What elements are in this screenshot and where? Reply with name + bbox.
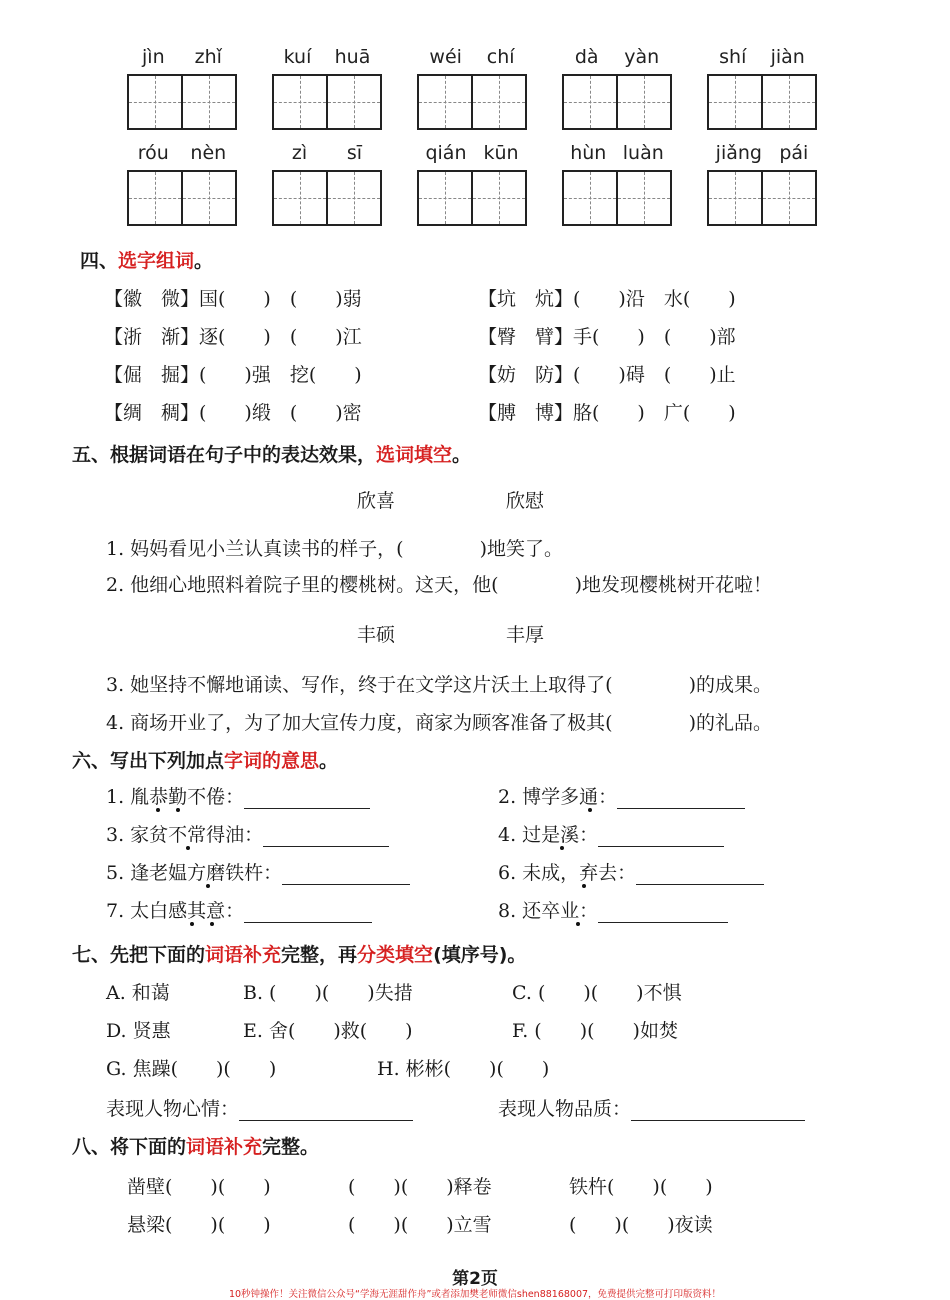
writing-box[interactable] — [272, 74, 382, 130]
word-choice-item[interactable]: 【臀 臂】手( ) ( )部 — [478, 326, 736, 348]
writing-box[interactable] — [707, 74, 817, 130]
pinyin-syllable: hùn — [570, 142, 607, 164]
word-option: 丰硕 — [357, 624, 396, 646]
section-title-highlight: 词语补充 — [205, 944, 282, 966]
section-title-highlight: 字词的意思 — [224, 750, 320, 772]
meaning-prompt: 1. 胤恭勤不倦： — [106, 786, 245, 808]
pinyin-syllable: dà — [574, 46, 599, 68]
idiom-item[interactable]: H. 彬彬( )( ) — [377, 1058, 550, 1080]
word-option: 欣慰 — [506, 490, 545, 512]
emphasis-dot — [176, 808, 180, 812]
idiom-item[interactable]: F. ( )( )如焚 — [512, 1020, 678, 1042]
pinyin-syllable: chí — [486, 46, 515, 68]
section-title-highlight: 分类填空 — [357, 944, 434, 966]
word-choice-item[interactable]: 【绸 稠】( )缎 ( )密 — [104, 402, 362, 424]
answer-line[interactable] — [636, 866, 764, 885]
section-title-highlight: 选字组词 — [118, 250, 195, 272]
writing-box[interactable] — [417, 170, 527, 226]
meaning-item — [106, 820, 389, 847]
pinyin-syllable: kuí — [283, 46, 312, 68]
word-choice-item[interactable]: 【膊 博】胳( ) 广( ) — [478, 402, 736, 424]
word-choice-item[interactable]: 【倔 掘】( )强 挖( ) — [104, 364, 362, 386]
section-6-title — [72, 746, 338, 773]
page-number: 第2页 — [452, 1269, 498, 1289]
pinyin-syllable: nèn — [190, 142, 227, 164]
section-title-end: 。 — [194, 250, 214, 272]
writing-box[interactable] — [707, 170, 817, 226]
meaning-prompt: 4. 过是溪： — [498, 824, 599, 846]
writing-box[interactable] — [127, 74, 237, 130]
section-8-title — [72, 1132, 319, 1159]
meaning-prompt: 7. 太白感其意： — [106, 900, 245, 922]
idiom-item: A. 和蔼 — [106, 982, 170, 1004]
footer-note: 10秒钟操作！关注微信公众号“学海无涯甜作舟”或者添加樊老师微信shen88168007，免费提供完整可打印版资料！ — [228, 1289, 722, 1300]
writing-box[interactable] — [417, 74, 527, 130]
answer-line[interactable] — [263, 828, 389, 847]
answer-line[interactable] — [598, 828, 724, 847]
word-option: 丰厚 — [506, 624, 545, 646]
pinyin-syllable: pái — [779, 142, 809, 164]
pinyin-syllable: zhǐ — [194, 46, 222, 68]
word-choice-item[interactable]: 【浙 渐】逐( ) ( )江 — [104, 326, 362, 348]
section-title-highlight: 选词填空 — [376, 444, 453, 466]
answer-line[interactable] — [239, 1102, 413, 1121]
writing-box[interactable] — [562, 170, 672, 226]
section-7-title — [72, 940, 526, 967]
category-item — [106, 1094, 413, 1121]
section-title-text: 五、根据词语在句子中的表达效果， — [72, 444, 377, 466]
fill-blank-sentence[interactable]: 1. 妈妈看见小兰认真读书的样子，( )地笑了。 — [106, 538, 563, 560]
idiom-item: D. 贤惠 — [106, 1020, 171, 1042]
meaning-item — [106, 896, 372, 923]
pinyin-syllable: sī — [346, 142, 363, 164]
meaning-prompt: 2. 博学多通： — [498, 786, 618, 808]
section-title-text: 七、先把下面的 — [72, 944, 206, 966]
idiom-item[interactable]: 凿壁( )( ) — [127, 1176, 271, 1198]
emphasis-dot — [560, 846, 564, 850]
idiom-item[interactable]: G. 焦躁( )( ) — [106, 1058, 277, 1080]
pinyin-syllable: kūn — [483, 142, 519, 164]
writing-box[interactable] — [562, 74, 672, 130]
idiom-item[interactable]: 悬梁( )( ) — [127, 1214, 271, 1236]
section-title-text: 六、写出下列加点 — [72, 750, 225, 772]
pinyin-syllable: jiǎng — [715, 142, 762, 164]
emphasis-dot — [582, 884, 586, 888]
answer-line[interactable] — [598, 904, 728, 923]
pinyin-syllable: róu — [137, 142, 169, 164]
emphasis-dot — [190, 922, 194, 926]
fill-blank-sentence[interactable]: 3. 她坚持不懈地诵读、写作，终于在文学这片沃土上取得了( )的成果。 — [106, 674, 772, 696]
emphasis-dot — [588, 808, 592, 812]
section-4-title — [80, 246, 213, 273]
idiom-item[interactable]: ( )( )夜读 — [569, 1214, 713, 1236]
pinyin-syllable: huā — [334, 46, 371, 68]
meaning-item — [498, 858, 764, 885]
idiom-item[interactable]: B. ( )( )失措 — [243, 982, 413, 1004]
meaning-item — [498, 782, 745, 809]
answer-line[interactable] — [617, 790, 745, 809]
meaning-prompt: 5. 逢老媪方磨铁杵： — [106, 862, 283, 884]
meaning-prompt: 6. 未成，弃去： — [498, 862, 637, 884]
section-title-end: 。 — [319, 750, 339, 772]
meaning-prompt: 3. 家贫不常得油： — [106, 824, 264, 846]
section-title-text: 完整。 — [262, 1136, 320, 1158]
category-label: 表现人物心情： — [106, 1098, 240, 1120]
section-number: 四、 — [80, 250, 119, 272]
category-item — [498, 1094, 805, 1121]
word-choice-item[interactable]: 【妨 防】( )碍 ( )止 — [478, 364, 736, 386]
idiom-item[interactable]: 铁杵( )( ) — [569, 1176, 713, 1198]
fill-blank-sentence[interactable]: 2. 他细心地照料着院子里的樱桃树。这天，他( )地发现樱桃树开花啦！ — [106, 574, 772, 596]
answer-line[interactable] — [282, 866, 410, 885]
meaning-prompt: 8. 还卒业： — [498, 900, 599, 922]
fill-blank-sentence[interactable]: 4. 商场开业了，为了加大宣传力度，商家为顾客准备了极其( )的礼品。 — [106, 712, 772, 734]
answer-line[interactable] — [244, 904, 372, 923]
word-choice-item[interactable]: 【坑 炕】( )沿 水( ) — [478, 288, 736, 310]
pinyin-syllable: luàn — [622, 142, 664, 164]
meaning-item — [106, 782, 370, 809]
section-title-text: (填序号)。 — [433, 944, 527, 966]
idiom-item[interactable]: ( )( )释卷 — [348, 1176, 492, 1198]
category-label: 表现人物品质： — [498, 1098, 632, 1120]
section-5-title — [72, 440, 471, 467]
section-title-end: 。 — [452, 444, 472, 466]
emphasis-dot — [156, 808, 160, 812]
pinyin-syllable: wéi — [429, 46, 462, 68]
pinyin-syllable: shí — [719, 46, 747, 68]
section-title-text: 八、将下面的 — [72, 1136, 187, 1158]
meaning-item — [498, 896, 728, 923]
answer-line[interactable] — [244, 790, 370, 809]
emphasis-dot — [206, 884, 210, 888]
section-title-text: 完整，再 — [281, 944, 358, 966]
answer-line[interactable] — [631, 1102, 805, 1121]
idiom-item[interactable]: E. 舍( )救( ) — [243, 1020, 413, 1042]
idiom-item[interactable]: ( )( )立雪 — [348, 1214, 492, 1236]
emphasis-dot — [210, 922, 214, 926]
emphasis-dot — [576, 922, 580, 926]
emphasis-dot — [186, 846, 190, 850]
writing-box[interactable] — [127, 170, 237, 226]
pinyin-syllable: qián — [425, 142, 467, 164]
word-option: 欣喜 — [357, 490, 396, 512]
pinyin-syllable: zì — [291, 142, 308, 164]
section-title-highlight: 词语补充 — [186, 1136, 263, 1158]
pinyin-syllable: jiàn — [770, 46, 805, 68]
meaning-item — [498, 820, 724, 847]
word-choice-item[interactable]: 【徽 微】国( ) ( )弱 — [104, 288, 362, 310]
writing-box[interactable] — [272, 170, 382, 226]
pinyin-syllable: jìn — [142, 46, 165, 68]
pinyin-syllable: yàn — [624, 46, 660, 68]
meaning-item — [106, 858, 410, 885]
idiom-item[interactable]: C. ( )( )不惧 — [512, 982, 682, 1004]
